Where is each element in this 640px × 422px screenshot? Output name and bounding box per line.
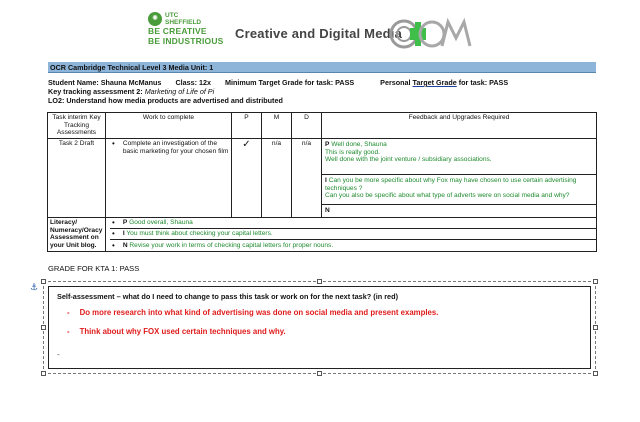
cdm-logo-icon <box>390 14 478 54</box>
empty-list-marker: - <box>57 350 60 359</box>
self-assessment-heading: Self-assessment – what do I need to change to pass this task or work on for the next task? (in red) <box>57 292 399 301</box>
utc-slogan-line2: BE INDUSTRIOUS <box>148 36 224 46</box>
feedback-i-line: Can you be more specific about why Fox may have chosen to use certain advertising techniques ? <box>325 177 577 192</box>
feedback-cell <box>322 139 597 218</box>
personal-grade-value: PASS <box>489 78 509 87</box>
document-header <box>148 12 488 58</box>
min-grade-value: PASS <box>335 78 355 87</box>
literacy-text: Good overall, Shauna <box>129 219 193 227</box>
p-cell: ✓ <box>232 139 262 218</box>
resize-handle[interactable] <box>593 279 598 284</box>
resize-handle[interactable] <box>41 325 46 330</box>
utc-name-line2: SHEFFIELD <box>165 19 202 26</box>
col-header-task: Task interim Key Tracking Assessments <box>48 113 106 139</box>
utc-slogan-line1: BE CREATIVE <box>148 26 207 36</box>
resize-handle[interactable] <box>41 371 46 376</box>
table-header-row <box>48 113 597 139</box>
work-text: Complete an investigation of the basic marketing for your chosen film <box>122 140 229 155</box>
anchor-icon[interactable]: ⚓ <box>30 282 39 292</box>
col-header-d: D <box>292 113 322 139</box>
utc-sheffield-logo <box>148 12 230 56</box>
feedback-n-prefix: N <box>325 207 330 214</box>
m-cell: n/a <box>262 139 292 218</box>
list-item <box>110 218 596 229</box>
class-label: Class: <box>175 78 198 87</box>
literacy-row <box>48 218 597 252</box>
lo-line <box>48 97 283 106</box>
assessment-table <box>47 112 597 252</box>
feedback-p-line: This is really good. <box>325 148 380 156</box>
col-header-m: M <box>262 113 292 139</box>
feedback-i-line: Can you also be specific about what type of adverts were on social media and why? <box>325 192 570 200</box>
literacy-prefix: N <box>122 241 128 249</box>
bullet-icon: • <box>112 139 115 148</box>
lo-text: LO2: Understand how media products are advertised and distributed <box>48 96 283 105</box>
literacy-prefix: I <box>122 230 125 238</box>
literacy-text: Revise your work in terms of checking capital letters for proper nouns. <box>129 241 334 249</box>
utc-name-line1: UTC <box>165 12 179 19</box>
task-cell: Task 2 Draft <box>48 139 106 218</box>
feedback-p-line: Well done, Shauna <box>331 141 387 148</box>
bullet-icon: • <box>112 240 115 250</box>
list-item <box>110 240 596 251</box>
col-header-work: Work to complete <box>106 113 232 139</box>
personal-label-underlined: Target Grade <box>412 78 457 87</box>
class-value: 12x <box>199 78 212 87</box>
resize-handle[interactable] <box>41 279 46 284</box>
feedback-p-block <box>322 139 596 175</box>
list-item <box>110 229 596 240</box>
utc-badge-icon: ✺ <box>148 12 162 26</box>
min-grade-label: Minimum Target Grade for task: <box>225 78 334 87</box>
list-item: - Think about why FOX used certain techniques and why. <box>67 327 286 336</box>
student-name: Shauna McManus <box>100 78 162 87</box>
self-assessment-item: Do more research into what kind of advertising was done on social media and present examples. <box>79 308 439 317</box>
personal-label-pre: Personal <box>380 78 411 87</box>
self-assessment-textbox[interactable] <box>43 281 596 374</box>
table-row <box>48 139 597 218</box>
kta-title: Marketing of Life of Pi <box>144 87 215 96</box>
literacy-prefix: P <box>122 219 128 227</box>
feedback-p-line: Well done with the joint venture / subsidiary associations. <box>325 156 492 164</box>
kta-label: Key tracking assessment 2: <box>48 87 143 96</box>
resize-handle[interactable] <box>317 371 322 376</box>
feedback-p-prefix: P <box>325 141 330 148</box>
resize-handle[interactable] <box>593 325 598 330</box>
col-header-feedback: Feedback and Upgrades Required <box>322 113 597 139</box>
feedback-i-block <box>322 175 596 205</box>
grade-line: GRADE FOR KTA 1: PASS <box>48 264 140 273</box>
d-cell: n/a <box>292 139 322 218</box>
feedback-n-block <box>322 205 596 217</box>
work-cell <box>106 139 232 218</box>
bullet-icon: • <box>112 229 115 239</box>
feedback-i-prefix: I <box>325 177 327 184</box>
course-bar: OCR Cambridge Technical Level 3 Media Unit: 1 <box>48 62 596 73</box>
literacy-text: You must think about checking your capital letters. <box>126 230 273 238</box>
student-name-label: Student Name: <box>48 78 99 87</box>
personal-label-post: for task: <box>458 78 488 87</box>
literacy-cell <box>106 218 597 252</box>
resize-handle[interactable] <box>317 279 322 284</box>
list-item: - Do more research into what kind of advertising was done on social media and present examples. <box>67 308 439 317</box>
self-assessment-box[interactable] <box>48 286 591 369</box>
self-assessment-item: Think about why FOX used certain techniques and why. <box>79 327 286 336</box>
brand-title: Creative and Digital Media <box>235 26 403 41</box>
literacy-label: Literacy/ Numeracy/Oracy Assessment on your Unit blog. <box>48 218 106 252</box>
resize-handle[interactable] <box>593 371 598 376</box>
col-header-p: P <box>232 113 262 139</box>
bullet-icon: • <box>112 218 115 228</box>
